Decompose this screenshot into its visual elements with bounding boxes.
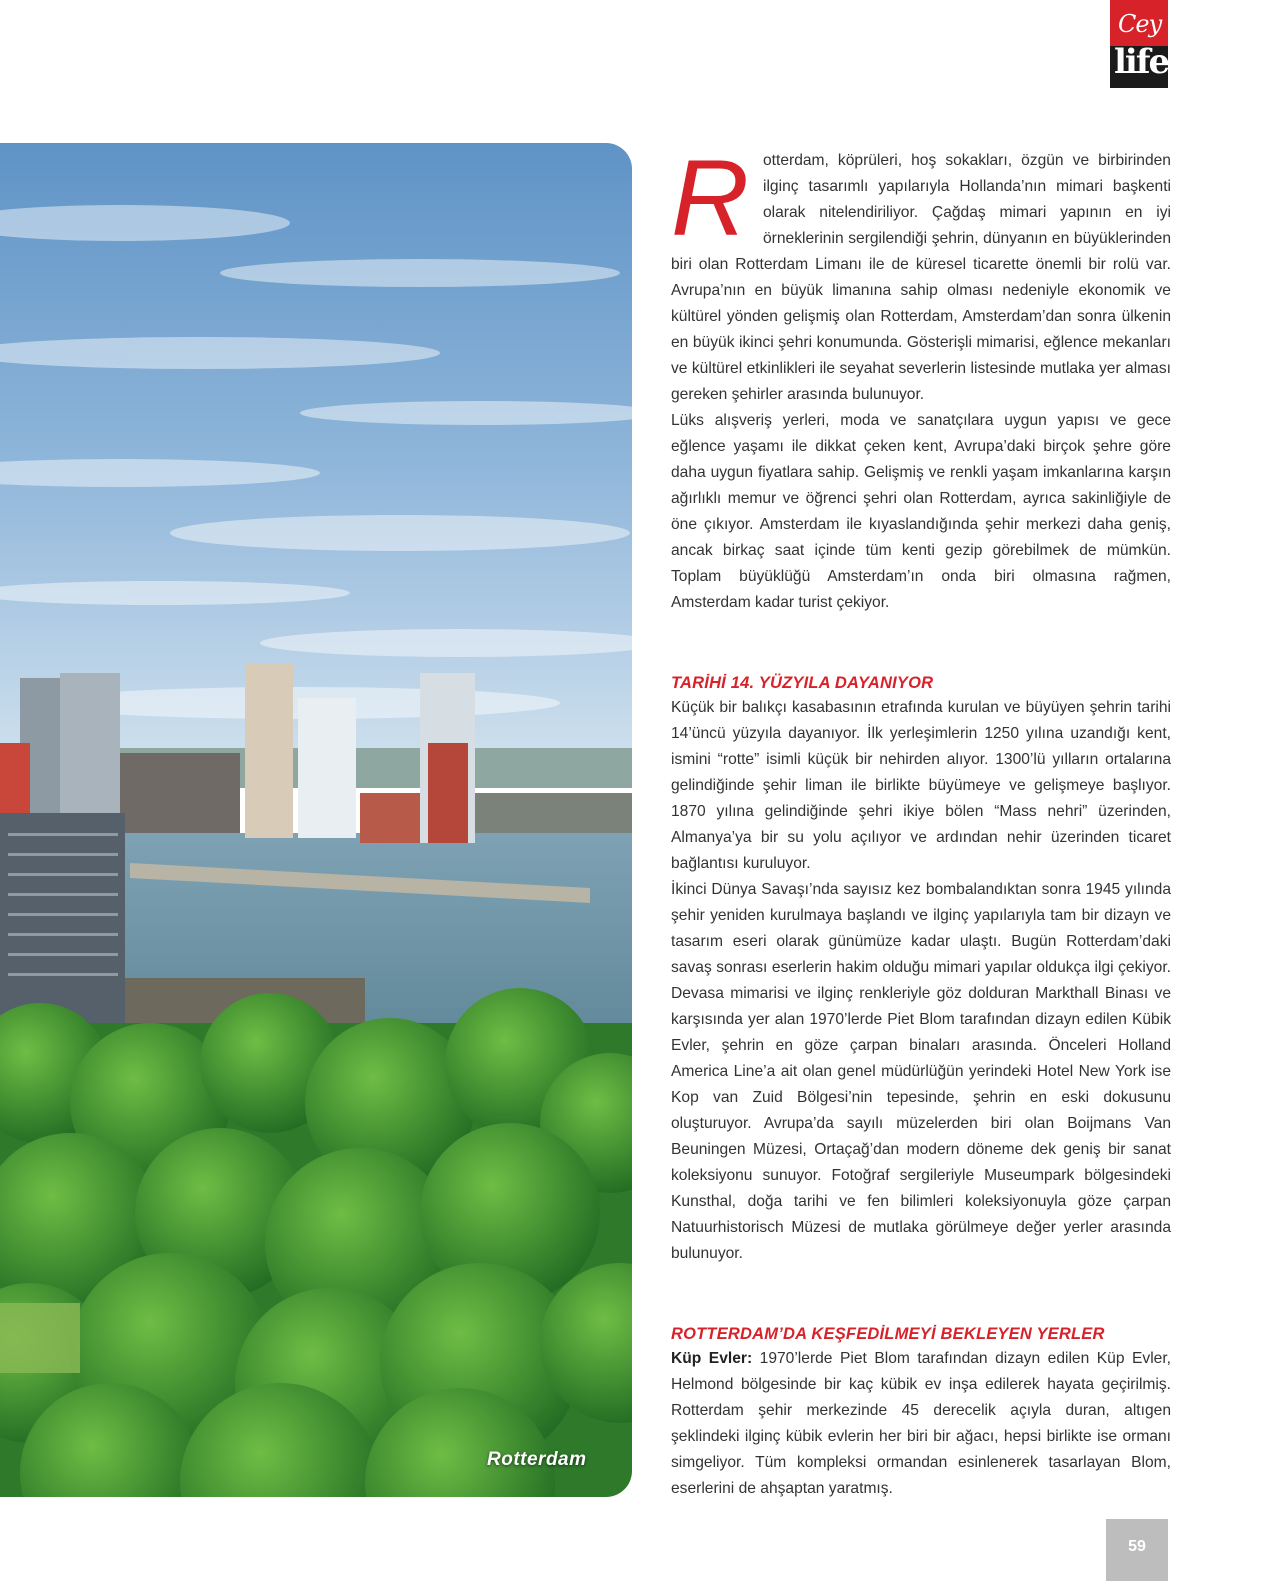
intro-paragraph-2: Lüks alışveriş yerleri, moda ve sanatçılara uygun yapısı ve gece eğlence yaşamı ile dikkat çeken kent, Avrupa’daki birçok şehre göre daha uygun fiyatlara sahip. Gelişmiş ve renkli yaşam imkanlarına karşın ağırlıklı memur ve öğrenci şehri olan Rotterdam, ayrıca sakinliğiyle de öne çıkıyor. Amsterdam ile kıyaslandığında şehir merkezi daha geniş, ancak birkaç saat içinde tüm kenti gezip görebilmek de mümkün. Toplam büyüklüğü Amsterdam’ın onda biri olmasına rağmen, Amsterdam kadar turist çekiyor. (671, 412, 1171, 611)
logo-wordmark: life (1114, 42, 1169, 82)
intro-section (671, 137, 1171, 616)
history-paragraph-2: İkinci Dünya Savaşı’nda sayısız kez bombalandıktan sonra 1945 yılında şehir yeniden kurulmaya başlandı ve ilginç yapılarıyla tam bir dizayn ve tasarım eseri olarak günümüze kadar ulaştı. Bugün Rotterdam’daki savaş sonrası eserlerin hakim olduğu mimari yapılar oldukça ilgi çekiyor. Devasa mimarisi ve ilginç renkleriyle göz dolduran Markthall Binası ve karşısında yer alan 1970’lerde Piet Blom tarafından dizayn edilen Kübik Evler, şehrin en göze çarpan binaları arasında. Önceleri Holland America Line’a ait olan genel müdürlüğün yerindeki Hotel New York ise Kop van Zuid Bölgesi’nin tepesinde, şehrin en eski dokusunu oluşturuyor. Avrupa’da sayılı müzelerden biri olan Boijmans Van Beuningen Müzesi, Ortaçağ’dan modern döneme dek geniş bir sanat koleksiyonu sunuyor. Fotoğraf sergileriyle Museumpark bölgesindeki Kunsthal, doğa tarihi ve fen bilimleri koleksiyonuyla göze çarpan Natuurhistorisch Müzesi de mutlaka görülmeye değer yerler arasında bulunuyor. (671, 881, 1171, 1262)
logo-script: Cey (1118, 10, 1162, 38)
history-section (671, 671, 1171, 1267)
places-lead: Küp Evler: (671, 1350, 753, 1367)
history-paragraph-1: Küçük bir balıkçı kasabasının etrafında kurulan ve büyüyen şehrin tarihi 14’üncü yüzyıla dayanıyor. İlk yerleşimlerin 1250 yılına uzandığı kent, ismini “rotte” isimli küçük bir nehirden alıyor. 1300’lü yılların ortalarına gelindiğinde şehir liman ile birlikte büyümeye ve gelişmeye başlıyor. 1870 yılına gelindiğinde şehri ikiye bölen “Mass nehri” üzerinden, Almanya’ya bir su yolu açılıyor ve ardından nehir üzerinden ticaret bağlantısı kuruluyor. (671, 699, 1171, 872)
rotterdam-photo (0, 143, 632, 1497)
places-text: 1970’lerde Piet Blom tarafından dizayn edilen Küp Evler, Helmond bölgesinde bir kaç kübik ev inşa edilerek hayata geçirilmiş. Rotterdam şehir merkezinde 45 derecelik açıyla duran, altıgen şeklindeki ilginç kübik evlerin her biri bir ağacı, hepsi birlikte ise ormanı simgeliyor. Tüm kompleksi ormandan esinlenerek tasarlayan Blom, eserlerini de ahşaptan yaratmış. (671, 1350, 1171, 1497)
intro-paragraph-1: otterdam, köprüleri, hoş sokakları, özgün ve birbirinden ilginç tasarımlı yapılarıyla Hollanda’nın mimari başkenti olarak nitelendiriliyor. Çağdaş mimari yapının en iyi örneklerinin sergilendiği şehrin, dünyanın en büyüklerinden biri olan Rotterdam Limanı ile de küresel ticarette önemli bir rolü var. Avrupa’nın en büyük limanına sahip olması nedeniyle ekonomik ve kültürel yönden gelişmiş olan Rotterdam, Amsterdam’dan sonra ülkenin en büyük ikinci şehri konumunda. Gösterişli mimarisi, eğlence mekanları ve kültürel etkinlikleri ile seyahat severlerin listesinde mutlaka yer alması gereken şehirler arasında bulunuyor. (671, 152, 1171, 403)
magazine-logo (1110, 0, 1168, 88)
page-number: 59 (1106, 1519, 1168, 1581)
history-heading: TARİHİ 14. YÜZYILA DAYANIYOR (671, 674, 934, 692)
places-heading: ROTTERDAM’DA KEŞFEDİLMEYİ BEKLEYEN YERLER (671, 1325, 1105, 1343)
places-paragraph (671, 1346, 1171, 1502)
skyline-illustration (0, 143, 632, 1497)
drop-cap: R (671, 137, 749, 258)
photo-caption: Rotterdam (487, 1449, 587, 1470)
places-section (671, 1322, 1171, 1502)
